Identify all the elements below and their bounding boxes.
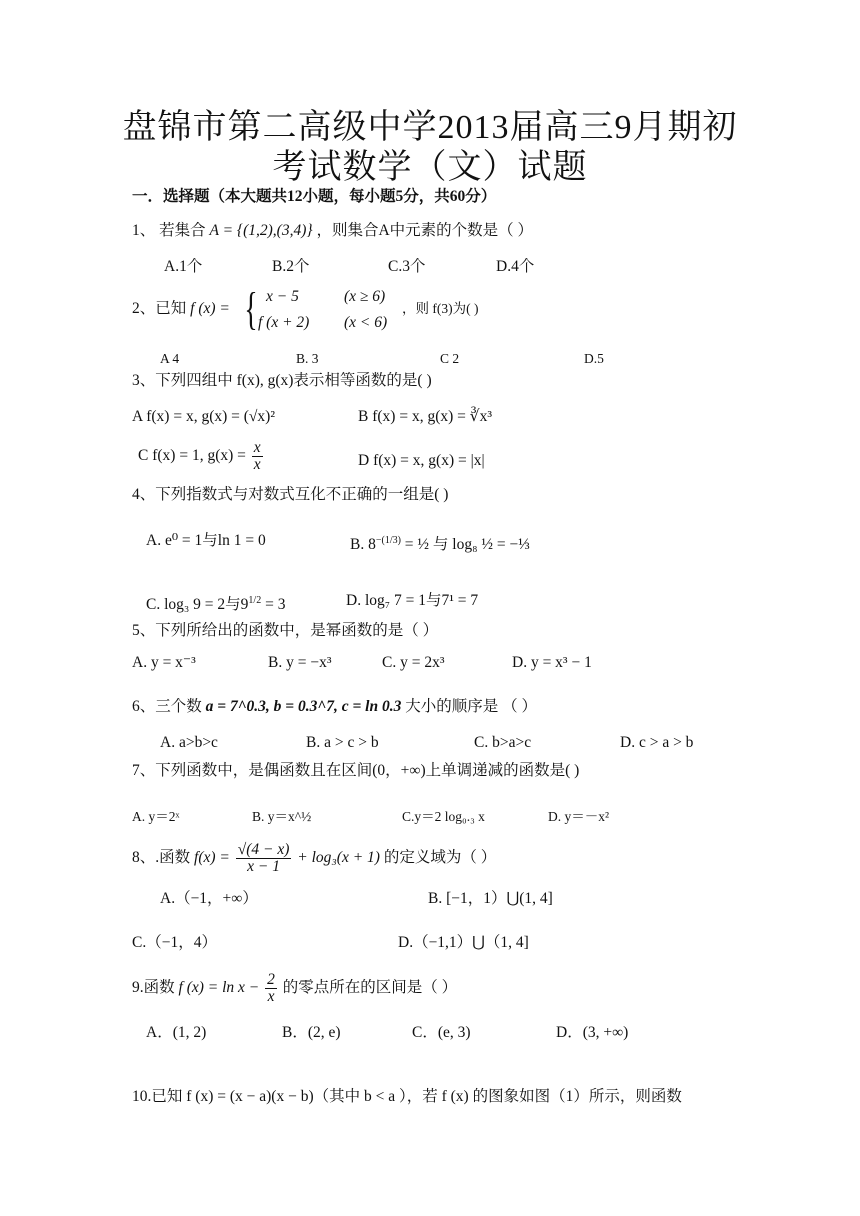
q3-option-d: D f(x) = x, g(x) = |x| [358,452,485,469]
q4-option-a: A. e⁰ = 1与ln 1 = 0 [146,532,266,549]
q3-option-b: B f(x) = x, g(x) = ∛x³ [358,408,493,425]
q6-option-c: C. b>a>c [474,734,532,751]
q9-option-b: B．(2, e) [282,1024,341,1041]
q2-option-a: A 4 [160,351,180,366]
question-9: 9.函数 f (x) = ln x − $\frac{2}{x}$ 的零点所在的区间是（ ） [132,971,458,1005]
q1-prefix: 1、 若集合 [132,222,206,239]
q5-option-b: B. y = −x³ [268,654,332,671]
q1-option-c: C.3个 [388,258,426,275]
q8-option-d: D.（−1,1）⋃（1, 4] [398,934,529,951]
q3-option-a: A f(x) = x, g(x) = (√x)² [132,408,275,425]
page-title-line1: 盘锦市第二高级中学2013届高三9月期初 [122,109,738,146]
q6-option-b: B. a > c > b [306,734,379,751]
q4-option-c: C. log₃ 9 = 2与$9^{1/2} = 3$ [146,595,286,614]
q9-option-a: A．(1, 2) [146,1024,207,1041]
q8-option-c: C.（−1，4） [132,934,217,951]
q2-fx: f (x) = [190,300,230,317]
question-2 [132,298,230,320]
q6-math: a = 7^0.3, b = 0.3^7, c = ln 0.3 [205,698,402,715]
q8-option-a: A.（−1，+∞） [160,890,258,907]
q2-cond1: (x ≥ 6) [344,288,386,305]
q2-brace: { [244,283,258,334]
question-1 [132,220,533,242]
question-8: 8、.函数 f(x) = $\frac{√(4 - x)}{x - 1}$ + log₃(x + 1) 的定义域为（ ） [132,841,497,875]
q9-option-d: D．(3, +∞) [556,1024,629,1041]
q1-math: A = {(1,2),(3,4)} [209,222,313,239]
question-5: 5、下列所给出的函数中，是幂函数的是（ ） [132,622,439,639]
q2-suffix: ，则 f(3)为( ) [402,301,479,316]
q9-option-c: C．(e, 3) [412,1024,471,1041]
question-6: 6、三个数 a = 7^0.3, b = 0.3^7, c = ln 0.3 大小的顺序是 （ ） [132,698,537,715]
q3-option-c: C f(x) = 1, g(x) = $\frac{x}{x}$ [138,439,261,473]
q5-option-a: A. y = x⁻³ [132,654,196,671]
q2-option-b: B. 3 [296,351,319,366]
q4-option-b: B. $8^{-(1/3)}$ = ½ 与 log₈ ½ = −⅓ [350,535,530,554]
q6-option-d: D. c > a > b [620,734,694,751]
q2-case1: x − 5 [266,288,299,305]
q1-option-b: B.2个 [272,258,310,275]
question-10: 10.已知 f (x) = (x − a)(x − b)（其中 b < a ），若 f (x) 的图象如图（1）所示，则函数 [132,1088,682,1105]
q7-option-d: D. y＝－x² [548,809,610,824]
q2-option-c: C 2 [440,351,460,366]
q7-option-a: A. y＝2ˣ [132,809,180,824]
question-4: 4、下列指数式与对数式互化不正确的一组是( ) [132,486,449,503]
question-3: 3、下列四组中 f(x), g(x)表示相等函数的是( ) [132,372,432,389]
q1-option-a: A.1个 [164,258,203,275]
q1-option-d: D.4个 [496,258,535,275]
q2-option-d: D.5 [584,351,604,366]
page-title-line2: 考试数学（文）试题 [272,149,588,186]
section-heading: 一．选择题（本大题共12小题，每小题5分，共60分） [132,188,497,205]
q4-option-d: D. log₇ 7 = 1与7¹ = 7 [346,592,479,609]
q2-cond2: (x < 6) [344,314,388,331]
q2-prefix: 2、已知 [132,300,187,317]
q5-option-d: D. y = x³ − 1 [512,654,592,671]
q7-option-c: C.y＝2 log₀.₃ x [402,809,485,824]
q8-option-b: B. [−1，1）⋃(1, 4] [428,890,553,907]
question-7: 7、下列函数中，是偶函数且在区间(0，+∞)上单调递减的函数是( ) [132,762,580,779]
q1-suffix: ，则集合A中元素的个数是（ ） [316,222,534,239]
q2-case2: f (x + 2) [258,314,310,331]
q6-option-a: A. a>b>c [160,734,218,751]
q7-option-b: B. y＝x^½ [252,809,312,824]
q5-option-c: C. y = 2x³ [382,654,445,671]
